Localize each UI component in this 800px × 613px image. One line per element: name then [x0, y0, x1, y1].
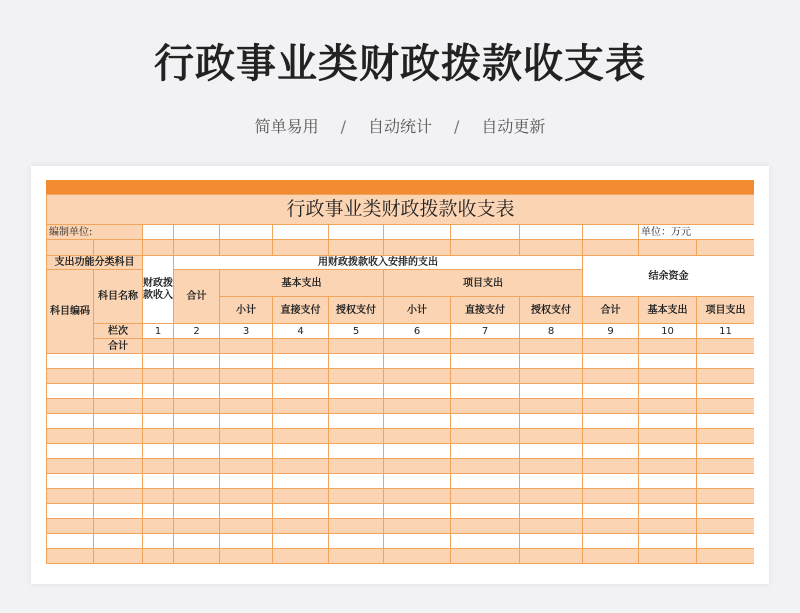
column-number: 8 [520, 324, 583, 339]
cell[interactable] [697, 459, 755, 474]
separator: / [454, 117, 460, 136]
cell[interactable] [384, 489, 451, 504]
cell[interactable] [174, 384, 220, 399]
cell[interactable] [94, 384, 143, 399]
cell[interactable] [583, 489, 639, 504]
header-fiscal-arranged: 用财政拨款收入安排的支出 [174, 256, 583, 270]
cell[interactable] [174, 399, 220, 414]
cell[interactable] [583, 369, 639, 384]
cell[interactable] [220, 549, 273, 564]
column-number: 1 [143, 324, 174, 339]
cell[interactable] [384, 519, 451, 534]
column-number: 11 [697, 324, 755, 339]
cell[interactable] [697, 549, 755, 564]
cell[interactable] [639, 399, 697, 414]
cell[interactable] [47, 489, 94, 504]
cell[interactable] [451, 534, 520, 549]
cell[interactable] [94, 489, 143, 504]
cell[interactable] [47, 414, 94, 429]
cell[interactable] [273, 429, 329, 444]
cell[interactable] [451, 354, 520, 369]
header-project-direct: 直接支付 [451, 297, 520, 324]
cell[interactable] [697, 354, 755, 369]
page-title: 行政事业类财政拨款收支表 [154, 41, 646, 87]
cell[interactable] [697, 414, 755, 429]
cell[interactable] [273, 384, 329, 399]
cell[interactable] [143, 384, 174, 399]
cell[interactable] [329, 519, 384, 534]
cell[interactable] [329, 414, 384, 429]
cell[interactable] [583, 414, 639, 429]
cell[interactable] [583, 459, 639, 474]
table-row [47, 354, 755, 369]
feature-tags [0, 114, 800, 137]
cell[interactable] [520, 384, 583, 399]
cell[interactable] [174, 444, 220, 459]
cell[interactable] [220, 504, 273, 519]
cell[interactable] [639, 549, 697, 564]
row-label-column-no: 栏次 [94, 324, 143, 339]
cell[interactable] [94, 549, 143, 564]
cell[interactable] [143, 519, 174, 534]
cell[interactable] [384, 384, 451, 399]
table-row [47, 444, 755, 459]
cell[interactable] [384, 474, 451, 489]
cell[interactable] [143, 444, 174, 459]
cell[interactable] [47, 459, 94, 474]
cell[interactable] [47, 354, 94, 369]
cell[interactable] [583, 339, 639, 354]
cell[interactable] [47, 384, 94, 399]
table-row [47, 534, 755, 549]
cell[interactable] [174, 519, 220, 534]
column-number: 3 [220, 324, 273, 339]
cell[interactable] [329, 444, 384, 459]
cell[interactable] [384, 354, 451, 369]
cell[interactable] [143, 369, 174, 384]
cell[interactable] [384, 414, 451, 429]
column-number: 2 [174, 324, 220, 339]
cell[interactable] [639, 489, 697, 504]
cell[interactable] [384, 225, 451, 240]
table-row [47, 549, 755, 564]
separator: / [340, 117, 346, 136]
cell[interactable] [639, 354, 697, 369]
cell[interactable] [143, 399, 174, 414]
header-subject-code: 科目编码 [47, 270, 94, 354]
cell[interactable] [520, 354, 583, 369]
cell[interactable] [451, 429, 520, 444]
cell[interactable] [520, 429, 583, 444]
cell[interactable] [220, 444, 273, 459]
cell[interactable] [583, 384, 639, 399]
cell[interactable] [697, 240, 755, 256]
cell[interactable] [583, 399, 639, 414]
table-row [47, 399, 755, 414]
header-project-subtotal: 小计 [384, 297, 451, 324]
cell[interactable] [273, 339, 329, 354]
cell[interactable] [329, 339, 384, 354]
cell[interactable] [639, 240, 697, 256]
cell[interactable] [220, 534, 273, 549]
cell[interactable] [520, 489, 583, 504]
cell[interactable] [639, 519, 697, 534]
column-number: 7 [451, 324, 520, 339]
cell[interactable] [174, 504, 220, 519]
cell[interactable] [583, 474, 639, 489]
cell[interactable] [583, 225, 639, 240]
tag-easy: 简单易用 [254, 117, 319, 136]
cell[interactable] [451, 459, 520, 474]
cell[interactable] [384, 339, 451, 354]
cell[interactable] [220, 519, 273, 534]
cell[interactable] [273, 240, 329, 256]
cell[interactable] [273, 399, 329, 414]
cell[interactable] [143, 474, 174, 489]
cell[interactable] [451, 225, 520, 240]
header-project-auth: 授权支付 [520, 297, 583, 324]
data-rows [47, 354, 755, 564]
cell[interactable] [143, 339, 174, 354]
cell[interactable] [639, 459, 697, 474]
header-basic-exp: 基本支出 [220, 270, 384, 297]
table-row [47, 459, 755, 474]
header-func-class: 支出功能分类科目 [47, 256, 143, 270]
tag-auto-stat: 自动统计 [367, 117, 432, 136]
cell[interactable] [451, 444, 520, 459]
cell[interactable] [273, 519, 329, 534]
cell[interactable] [583, 549, 639, 564]
cell[interactable] [220, 399, 273, 414]
cell[interactable] [174, 225, 220, 240]
cell[interactable] [273, 354, 329, 369]
table-row [47, 429, 755, 444]
cell[interactable] [329, 369, 384, 384]
cell[interactable] [384, 534, 451, 549]
header-balance: 结余资金 [583, 256, 755, 297]
cell[interactable] [520, 339, 583, 354]
header-fiscal-income: 财政拨款收入 [143, 256, 174, 324]
cell[interactable] [639, 369, 697, 384]
header-subject-name: 科目名称 [94, 270, 143, 324]
spreadsheet-card [31, 166, 769, 584]
cell[interactable] [94, 369, 143, 384]
column-number: 10 [639, 324, 697, 339]
row-label-sum: 合计 [94, 339, 143, 354]
table-row [47, 519, 755, 534]
cell[interactable] [143, 504, 174, 519]
cell[interactable] [94, 534, 143, 549]
cell[interactable] [697, 519, 755, 534]
cell[interactable] [451, 414, 520, 429]
column-number: 5 [329, 324, 384, 339]
cell[interactable] [94, 429, 143, 444]
cell[interactable] [329, 399, 384, 414]
cell[interactable] [47, 444, 94, 459]
cell[interactable] [273, 414, 329, 429]
cell[interactable] [639, 534, 697, 549]
cell[interactable] [94, 240, 143, 256]
cell[interactable] [639, 429, 697, 444]
cell[interactable] [520, 504, 583, 519]
cell[interactable] [639, 444, 697, 459]
cell[interactable] [220, 459, 273, 474]
cell[interactable] [94, 504, 143, 519]
cell[interactable] [451, 504, 520, 519]
cell[interactable] [220, 489, 273, 504]
header-total: 合计 [174, 270, 220, 324]
cell[interactable] [451, 549, 520, 564]
cell[interactable] [384, 549, 451, 564]
table-row [47, 489, 755, 504]
cell[interactable] [329, 354, 384, 369]
budget-table [46, 194, 754, 564]
cell[interactable] [273, 534, 329, 549]
cell[interactable] [451, 399, 520, 414]
cell[interactable] [174, 240, 220, 256]
cell[interactable] [384, 429, 451, 444]
cell[interactable] [697, 399, 755, 414]
cell[interactable] [220, 384, 273, 399]
cell[interactable] [697, 369, 755, 384]
column-number: 9 [583, 324, 639, 339]
header-project-exp: 项目支出 [384, 270, 583, 297]
cell[interactable] [329, 240, 384, 256]
cell[interactable] [520, 399, 583, 414]
cell[interactable] [697, 489, 755, 504]
cell[interactable] [273, 504, 329, 519]
column-number: 6 [384, 324, 451, 339]
cell[interactable] [174, 429, 220, 444]
cell[interactable] [639, 414, 697, 429]
cell[interactable] [94, 519, 143, 534]
table-row [47, 504, 755, 519]
tag-auto-update: 自动更新 [481, 117, 546, 136]
cell[interactable] [583, 429, 639, 444]
cell[interactable] [174, 489, 220, 504]
cell[interactable] [583, 354, 639, 369]
cell[interactable] [697, 339, 755, 354]
cell[interactable] [520, 225, 583, 240]
cell[interactable] [220, 240, 273, 256]
cell[interactable] [329, 474, 384, 489]
cell[interactable] [47, 429, 94, 444]
cell[interactable] [520, 549, 583, 564]
cell[interactable] [520, 534, 583, 549]
cell[interactable] [583, 519, 639, 534]
cell[interactable] [94, 399, 143, 414]
cell[interactable] [174, 459, 220, 474]
cell[interactable] [143, 429, 174, 444]
cell[interactable] [451, 240, 520, 256]
spreadsheet-area [46, 180, 754, 578]
cell[interactable] [697, 504, 755, 519]
cell[interactable] [273, 369, 329, 384]
cell[interactable] [329, 384, 384, 399]
cell[interactable] [583, 504, 639, 519]
cell[interactable] [174, 354, 220, 369]
cell[interactable] [174, 534, 220, 549]
cell[interactable] [143, 534, 174, 549]
cell[interactable] [697, 429, 755, 444]
cell[interactable] [697, 534, 755, 549]
cell[interactable] [329, 504, 384, 519]
cell[interactable] [329, 534, 384, 549]
cell[interactable] [94, 474, 143, 489]
cell[interactable] [520, 444, 583, 459]
cell[interactable] [451, 489, 520, 504]
cell[interactable] [273, 225, 329, 240]
cell[interactable] [520, 369, 583, 384]
cell[interactable] [220, 354, 273, 369]
cell[interactable] [174, 369, 220, 384]
cell[interactable] [174, 414, 220, 429]
cell[interactable] [220, 369, 273, 384]
cell[interactable] [520, 519, 583, 534]
cell[interactable] [94, 459, 143, 474]
cell[interactable] [273, 489, 329, 504]
cell[interactable] [273, 474, 329, 489]
money-unit-label[interactable]: 单位：万元 [639, 225, 755, 240]
cell[interactable] [47, 534, 94, 549]
cell[interactable] [384, 399, 451, 414]
cell[interactable] [273, 459, 329, 474]
cell[interactable] [220, 339, 273, 354]
cell[interactable] [143, 354, 174, 369]
header-basic-direct: 直接支付 [273, 297, 329, 324]
cell[interactable] [329, 489, 384, 504]
header-basic-subtotal: 小计 [220, 297, 273, 324]
cell[interactable] [47, 474, 94, 489]
cell[interactable] [520, 414, 583, 429]
cell[interactable] [451, 474, 520, 489]
cell[interactable] [220, 414, 273, 429]
cell[interactable] [384, 444, 451, 459]
cell[interactable] [697, 474, 755, 489]
org-unit-label[interactable]: 编制单位: [47, 225, 143, 240]
cell[interactable] [273, 549, 329, 564]
cell[interactable] [174, 474, 220, 489]
sheet-title: 行政事业类财政拨款收支表 [47, 195, 755, 225]
cell[interactable] [174, 549, 220, 564]
cell[interactable] [639, 474, 697, 489]
header-balance-basic: 基本支出 [639, 297, 697, 324]
cell[interactable] [220, 474, 273, 489]
cell[interactable] [384, 240, 451, 256]
cell[interactable] [583, 240, 639, 256]
cell[interactable] [583, 534, 639, 549]
cell[interactable] [451, 339, 520, 354]
cell[interactable] [94, 354, 143, 369]
cell[interactable] [639, 384, 697, 399]
cell[interactable] [697, 444, 755, 459]
cell[interactable] [94, 444, 143, 459]
cell[interactable] [94, 414, 143, 429]
cell[interactable] [47, 504, 94, 519]
cell[interactable] [384, 369, 451, 384]
cell[interactable] [220, 429, 273, 444]
cell[interactable] [329, 459, 384, 474]
cell[interactable] [384, 459, 451, 474]
cell[interactable] [583, 444, 639, 459]
cell[interactable] [520, 459, 583, 474]
header-balance-total: 合计 [583, 297, 639, 324]
cell[interactable] [143, 549, 174, 564]
cell[interactable] [47, 549, 94, 564]
cell[interactable] [47, 240, 94, 256]
cell[interactable] [384, 504, 451, 519]
cell[interactable] [451, 384, 520, 399]
cell[interactable] [329, 429, 384, 444]
table-row [47, 369, 755, 384]
table-row [47, 414, 755, 429]
cell[interactable] [520, 240, 583, 256]
cell[interactable] [697, 384, 755, 399]
cell[interactable] [143, 489, 174, 504]
header-balance-project: 项目支出 [697, 297, 755, 324]
cell[interactable] [639, 339, 697, 354]
cell[interactable] [174, 339, 220, 354]
cell[interactable] [47, 399, 94, 414]
cell[interactable] [47, 369, 94, 384]
cell[interactable] [520, 474, 583, 489]
cell[interactable] [451, 369, 520, 384]
cell[interactable] [143, 459, 174, 474]
cell[interactable] [143, 225, 174, 240]
cell[interactable] [143, 414, 174, 429]
top-accent-bar [46, 180, 754, 194]
cell[interactable] [220, 225, 273, 240]
cell[interactable] [47, 519, 94, 534]
table-row [47, 474, 755, 489]
cell[interactable] [329, 225, 384, 240]
cell[interactable] [451, 519, 520, 534]
header-basic-auth: 授权支付 [329, 297, 384, 324]
cell[interactable] [639, 504, 697, 519]
cell[interactable] [273, 444, 329, 459]
table-row [47, 384, 755, 399]
cell[interactable] [329, 549, 384, 564]
column-number: 4 [273, 324, 329, 339]
cell[interactable] [143, 240, 174, 256]
